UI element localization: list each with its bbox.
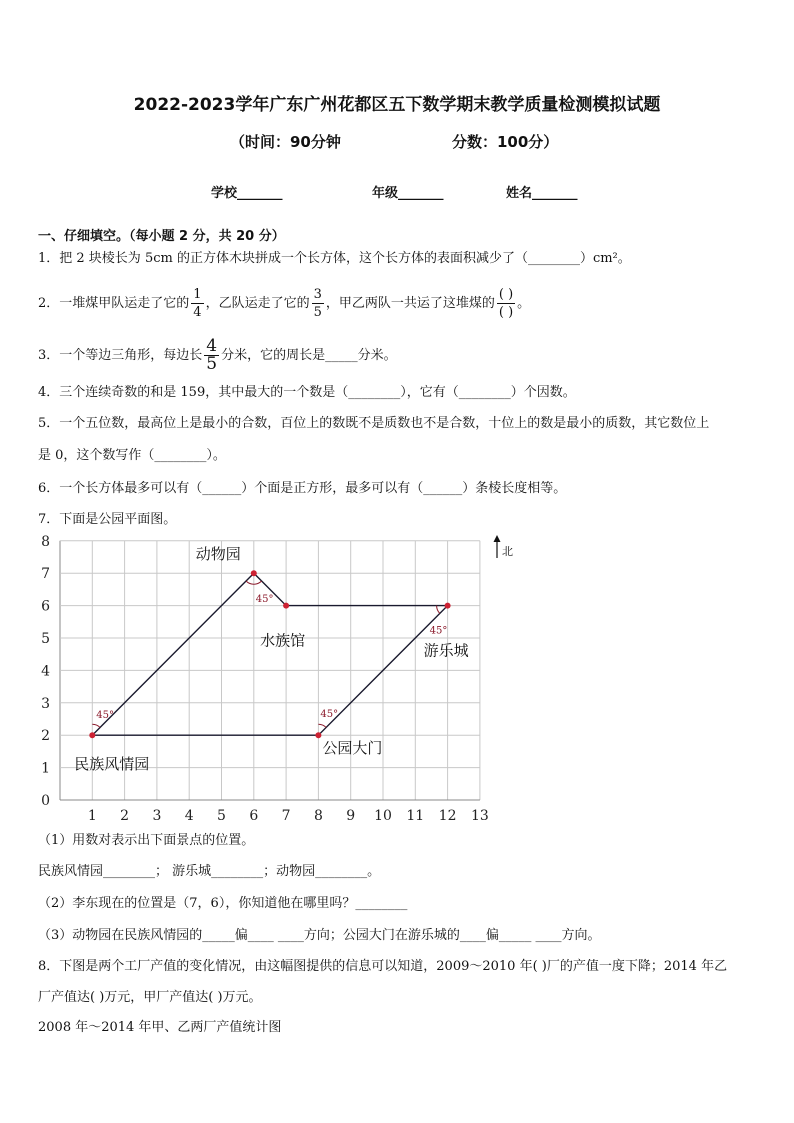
q3-text-post: 分米，它的周长是_____分米。 <box>221 347 397 363</box>
question-8-line-1: 8．下图是两个工厂产值的变化情况，由这幅图提供的信息可以知道，2009～2010 年( )厂的产值一度下降；2014 年乙 <box>38 959 728 974</box>
exam-time: （时间：90分钟 <box>230 133 341 151</box>
angle-label: 45° <box>320 709 339 721</box>
exam-score: 分数：100分） <box>452 133 559 151</box>
fraction-four-fifths <box>204 338 219 373</box>
y-tick-label: 4 <box>41 663 50 680</box>
site-label: 民族风情园 <box>74 755 150 774</box>
angle-arc <box>318 724 326 727</box>
question-1: 1．把 2 块棱长为 5cm 的正方体木块拼成一个长方体，这个长方体的表面积减少了（________）cm²。 <box>38 251 631 266</box>
fraction-denominator: 4 <box>193 305 202 320</box>
site-label: 公园大门 <box>322 739 383 758</box>
x-tick-label: 7 <box>281 808 291 823</box>
site-label: 水族馆 <box>260 631 306 650</box>
site-point <box>283 603 289 609</box>
site-point <box>315 732 321 738</box>
question-5-line-1: 5．一个五位数，最高位上是最小的合数，百位上的数既不是质数也不是合数，十位上的数是最小的质数，其它数位上 <box>38 416 710 431</box>
question-7-intro: 7．下面是公园平面图。 <box>38 512 177 527</box>
y-tick-label: 5 <box>41 631 50 647</box>
fraction-denominator: 5 <box>206 354 218 374</box>
x-tick-label: 4 <box>184 808 194 823</box>
question-5-line-2: 是 0，这个数写作（________）。 <box>38 448 226 463</box>
site-label: 动物园 <box>195 545 241 564</box>
y-tick-label: 2 <box>41 728 50 745</box>
q2-text-mid: ，乙队运走了它的 <box>205 295 310 311</box>
question-2 <box>38 286 530 321</box>
chart-ticks <box>41 534 489 823</box>
site-point <box>251 570 257 576</box>
angle-label: 45° <box>255 594 274 606</box>
question-8-line-2: 厂产值达( )万元，甲厂产值达( )万元。 <box>38 990 262 1005</box>
y-tick-label: 7 <box>41 566 50 583</box>
x-tick-label: 3 <box>152 808 162 823</box>
question-3 <box>38 338 397 373</box>
question-7-part-1: （1）用数对表示出下面景点的位置。 <box>38 833 255 848</box>
x-tick-label: 9 <box>346 808 356 823</box>
north-label: 北 <box>502 545 513 558</box>
x-tick-label: 2 <box>120 808 130 823</box>
y-tick-label: 1 <box>41 760 50 777</box>
fraction-numerator: 3 <box>313 287 322 302</box>
answer-denominator-blank[interactable]: ( ) <box>498 305 514 320</box>
question-8-chart-caption: 2008 年～2014 年甲、乙两厂产值统计图 <box>38 1020 282 1035</box>
x-tick-label: 5 <box>217 808 226 823</box>
q2-text-post: ，甲乙两队一共运了这堆煤的 <box>325 295 495 311</box>
site-label: 游乐城 <box>423 641 469 660</box>
site-point <box>445 603 451 609</box>
page-title: 2022-2023学年广东广州花都区五下数学期末教学质量检测模拟试题 <box>133 95 661 115</box>
y-tick-label: 8 <box>41 533 50 550</box>
site-point <box>89 732 95 738</box>
y-tick-label: 3 <box>41 695 50 712</box>
x-tick-label: 10 <box>374 808 392 823</box>
y-tick-label: 6 <box>41 598 50 615</box>
q2-text-end: 。 <box>517 295 531 311</box>
question-7-part-3: （3）动物园在民族风情园的_____偏____ ____方向；公园大门在游乐城的____偏_____ ____方向。 <box>38 928 601 943</box>
fraction-numerator: 1 <box>193 287 202 302</box>
fraction-three-fifths <box>312 286 324 321</box>
school-field: 学校_______ <box>211 186 283 201</box>
q2-text-pre: 2．一堆煤甲队运走了它的 <box>38 295 190 311</box>
park-sites <box>74 545 468 773</box>
x-tick-label: 13 <box>470 808 489 823</box>
question-6: 6．一个长方体最多可以有（______）个面是正方形，最多可以有（______）条棱长度相等。 <box>38 481 567 496</box>
fraction-one-quarter <box>191 286 203 321</box>
x-tick-label: 1 <box>87 808 97 823</box>
grade-field: 年级_______ <box>372 186 444 201</box>
question-7-part-1-blanks: 民族风情园________； 游乐城________；动物园________。 <box>38 864 381 879</box>
name-field: 姓名_______ <box>506 186 578 201</box>
fraction-denominator: 5 <box>313 305 322 320</box>
x-tick-label: 12 <box>438 808 457 823</box>
x-tick-label: 11 <box>406 808 425 823</box>
park-map-chart <box>30 528 550 823</box>
section-heading: 一、仔细填空。（每小题 2 分，共 20 分） <box>38 229 285 244</box>
angle-arc <box>437 606 440 614</box>
x-tick-label: 8 <box>313 808 323 823</box>
question-7-part-2: （2）李东现在的位置是（7，6），你知道他在哪里吗？________ <box>38 896 408 911</box>
angle-arc <box>92 724 100 727</box>
q3-text-pre: 3．一个等边三角形，每边长 <box>38 347 203 363</box>
north-arrow-icon <box>492 535 502 559</box>
north-indicator <box>492 535 513 563</box>
question-4: 4．三个连续奇数的和是 159，其中最大的一个数是（________），它有（________）个因数。 <box>38 385 576 400</box>
y-tick-label: 0 <box>41 793 50 809</box>
angle-label: 45° <box>429 625 448 637</box>
fraction-numerator: 4 <box>206 336 218 356</box>
x-tick-label: 6 <box>249 808 259 823</box>
angle-label: 45° <box>96 710 115 722</box>
answer-fraction-blank[interactable] <box>497 286 515 321</box>
answer-numerator-blank[interactable]: ( ) <box>498 287 514 302</box>
